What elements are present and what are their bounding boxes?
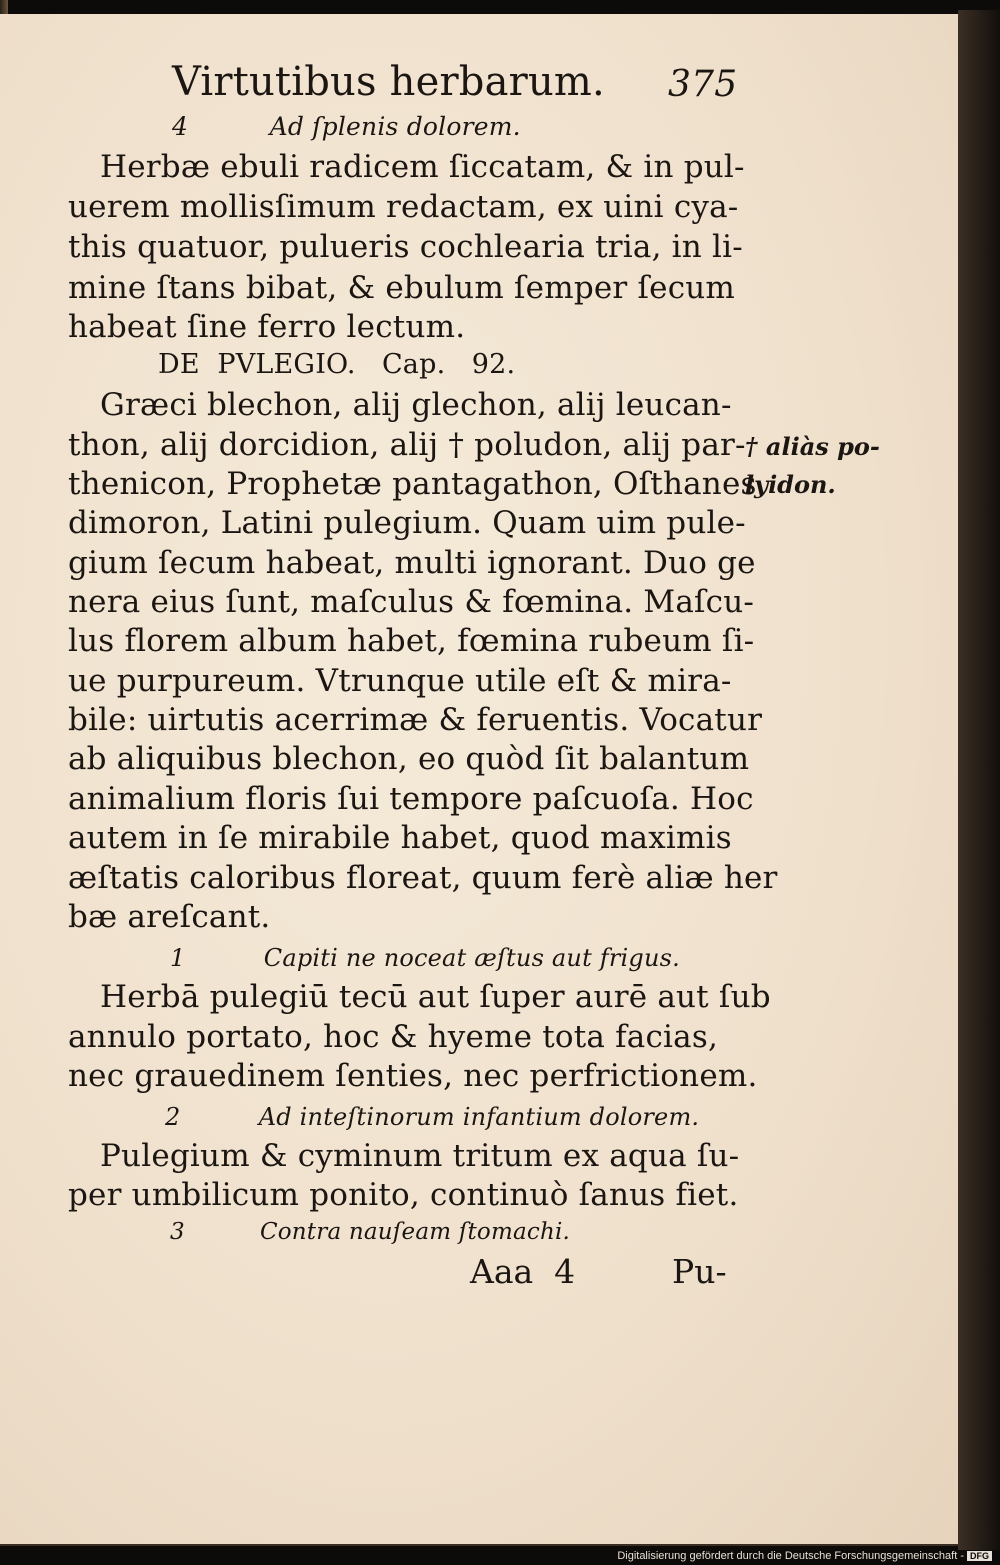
margin-note-line1: † aliàs po- [745, 432, 880, 461]
text-line: mine ſtans bibat, & ebulum ſemper ſecum [68, 270, 736, 306]
text-line: thenicon, Prophetæ pantagathon, Oſthanes [68, 466, 757, 502]
heading-capiti: 1 Capiti ne noceat æſtus aut frigus. [170, 944, 680, 972]
dfg-logo: DFG [967, 1551, 992, 1561]
book-edge-right [958, 10, 1000, 1550]
text-line: nera eius ſunt, maſculus & fœmina. Maſcu- [68, 584, 755, 620]
text-line: bæ areſcant. [68, 899, 271, 935]
text-line: thon, alij dorcidion, alij † poludon, alij par- [68, 427, 746, 463]
text-line: gium ſecum habeat, multi ignorant. Duo ge [68, 545, 756, 581]
text-line: uerem mollisſimum redactam, ex uini cya- [68, 189, 739, 225]
text-line: Herbā pulegiū tecū aut ſuper aurē aut ſub [100, 979, 771, 1015]
text-line: æſtatis caloribus floreat, quum ferè aliæ her [68, 860, 778, 896]
catchword: Pu- [672, 1252, 727, 1291]
heading-intestinorum: 2 Ad inteſtinorum infantium dolorem. [165, 1103, 700, 1131]
text-line: ab aliquibus blechon, eo quòd ſit balantum [68, 741, 750, 777]
text-line: Herbæ ebuli radicem ſiccatam, & in pul- [100, 149, 745, 185]
running-title: Virtutibus herbarum. [172, 59, 605, 105]
digitization-credit [617, 1550, 992, 1562]
text-line: this quatuor, pulueris cochlearia tria, in li- [68, 229, 743, 265]
text-line: Pulegium & cyminum tritum ex aqua ſu- [100, 1138, 740, 1174]
text-line: annulo portato, hoc & hyeme tota facias, [68, 1019, 719, 1055]
text-line: autem in ſe mirabile habet, quod maximis [68, 820, 732, 856]
margin-note-line2: lyidon. [745, 470, 836, 499]
text-line: Græci blechon, alij glechon, alij leucan- [100, 387, 732, 423]
text-line: habeat ſine ferro lectum. [68, 309, 466, 345]
text-line: nec grauedinem ſenties, nec perfrictionem. [68, 1058, 758, 1094]
text-line: bile: uirtutis acerrimæ & feruentis. Vocatur [68, 702, 763, 738]
page-number: 375 [668, 64, 738, 105]
book-page [0, 14, 961, 1546]
text-line: dimoron, Latini pulegium. Quam uim pule- [68, 505, 746, 541]
signature-mark: Aaa 4 [470, 1252, 576, 1291]
text-line: ue purpureum. Vtrunque utile eſt & mira- [68, 663, 732, 699]
chapter-heading: DE PVLEGIO. Cap. 92. [158, 349, 516, 380]
heading-ad-splenis: 4 Ad ſplenis dolorem. [172, 112, 521, 141]
credit-text: Digitalisierung gefördert durch die Deutsche Forschungsgemeinschaft - [617, 1550, 964, 1562]
heading-contra-nauseam: 3 Contra nauſeam ſtomachi. [170, 1219, 571, 1245]
text-line: lus florem album habet, fœmina rubeum ſi- [68, 623, 755, 659]
text-line: per umbilicum ponito, continuò ſanus fiet. [68, 1177, 739, 1213]
text-line: animalium floris ſui tempore paſcuoſa. Hoc [68, 781, 754, 817]
